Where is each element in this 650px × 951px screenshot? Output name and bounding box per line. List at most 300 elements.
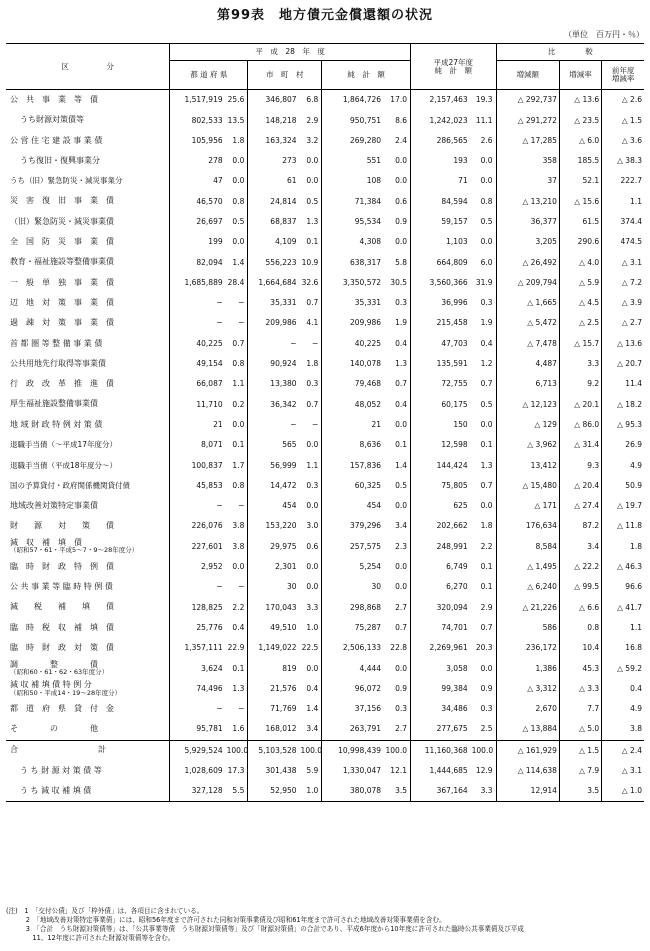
cell-muni-pct: 3.3 bbox=[306, 602, 319, 612]
table-row bbox=[6, 90, 644, 111]
cell-prev-rate: 96.6 bbox=[602, 577, 644, 597]
cell-pref-pct: 0.8 bbox=[232, 196, 245, 206]
cell-net: 4,308 bbox=[322, 232, 383, 252]
cell-muni-pct: 0.5 bbox=[306, 196, 319, 206]
cell-muni: 565 bbox=[248, 435, 299, 455]
cell-prev-pct: 19.3 bbox=[475, 95, 493, 105]
row-label-text: 公 営 住 宅 建 設 事 業 債 bbox=[10, 135, 103, 145]
cell-net-pct: 3.5 bbox=[383, 781, 410, 802]
cell-prev: 75,805 bbox=[411, 476, 470, 496]
cell-rate: △ 15.6 bbox=[559, 191, 601, 211]
cell-net: 8,636 bbox=[322, 435, 383, 455]
cell-net-pct: 0.0 bbox=[395, 663, 407, 673]
cell-prev-rate: 16.8 bbox=[602, 638, 644, 658]
cell-muni-pct: 1.1 bbox=[306, 460, 319, 470]
row-label bbox=[6, 313, 170, 333]
cell-diff: 8,584 bbox=[496, 537, 559, 557]
cell-diff: △ 1,665 bbox=[496, 293, 559, 313]
cell-muni: 819 bbox=[248, 658, 299, 678]
table-row bbox=[6, 435, 644, 455]
cell-prev-rate: △ 2.7 bbox=[602, 313, 644, 333]
cell-prev: 202,662 bbox=[411, 516, 470, 536]
cell-prev-pct: 2.5 bbox=[480, 724, 493, 734]
cell-diff: △ 291,272 bbox=[496, 110, 559, 130]
cell-prev-pct: 11.1 bbox=[475, 115, 493, 125]
cell-prev: 6,749 bbox=[411, 557, 470, 577]
cell-muni: 35,331 bbox=[248, 293, 299, 313]
row-label bbox=[6, 740, 170, 761]
cell-diff: △ 21,226 bbox=[496, 597, 559, 617]
cell-prev-pct: 0.0 bbox=[480, 156, 493, 166]
cell-diff: 37 bbox=[496, 171, 559, 191]
cell-pref-pct: 25.6 bbox=[227, 95, 245, 105]
table-row bbox=[6, 516, 644, 536]
header-h28: 平 成 28 年 度 bbox=[170, 44, 411, 61]
cell-prev-pct: 20.3 bbox=[475, 643, 493, 653]
cell-muni: 68,837 bbox=[248, 212, 299, 232]
cell-net-pct: 0.4 bbox=[395, 399, 407, 409]
row-label bbox=[6, 537, 170, 557]
cell-net-pct: 0.0 bbox=[395, 156, 407, 166]
cell-muni-pct: 1.3 bbox=[306, 216, 319, 226]
cell-pref-pct: 0.0 bbox=[232, 562, 245, 572]
cell-prev-rate: △ 13.6 bbox=[602, 334, 644, 354]
cell-pref-pct: − bbox=[238, 318, 245, 328]
cell-pref-pct: 17.3 bbox=[227, 766, 245, 775]
cell-diff: 36,377 bbox=[496, 212, 559, 232]
table-row bbox=[6, 719, 644, 740]
table-row bbox=[6, 313, 644, 333]
cell-diff: △ 114,638 bbox=[496, 761, 559, 781]
footnote-line: (注) 1 「交付公債」及び「枠外債」は、各項目に含まれている。 bbox=[6, 907, 204, 915]
cell-net: 2,506,133 bbox=[322, 638, 383, 658]
cell-muni: 148,218 bbox=[248, 110, 299, 130]
cell-net-pct: 5.8 bbox=[395, 257, 407, 267]
cell-pref-pct: 0.8 bbox=[232, 359, 245, 369]
cell-muni-pct: 0.0 bbox=[306, 663, 319, 673]
cell-muni-pct: 32.6 bbox=[301, 277, 319, 287]
table-row bbox=[6, 557, 644, 577]
cell-diff: △ 13,884 bbox=[496, 719, 559, 740]
table-row bbox=[6, 415, 644, 435]
cell-muni: 556,223 bbox=[248, 252, 299, 272]
cell-pref: 227,601 bbox=[170, 537, 225, 557]
header-prev-rate-line2: 増減率 bbox=[611, 74, 635, 83]
cell-muni: 49,510 bbox=[248, 618, 299, 638]
cell-pref: 95,781 bbox=[170, 719, 225, 740]
cell-pref-pct: 1.3 bbox=[232, 683, 245, 693]
cell-prev-pct: 0.3 bbox=[480, 704, 493, 714]
cell-muni-pct: 3.0 bbox=[306, 521, 319, 531]
cell-pref: 199 bbox=[170, 232, 225, 252]
cell-net: 263,791 bbox=[322, 719, 383, 740]
footnote-line: 2 「地域改善対策特定事業債」には、昭和56年度まで許可された同和対策事業債及び昭和61年度まで許可された地域改善対策事業債を含む。 bbox=[6, 915, 446, 924]
cell-muni-pct: 0.3 bbox=[306, 480, 319, 490]
footnote-line: 3 「合計 うち財源対策債等」は、「公共事業等債 うち財源対策債等」及び「財源対策債」の合計であり、平成6年度から10年度に許可された臨時公共事業債及び平成 bbox=[6, 924, 524, 933]
table-row bbox=[6, 761, 644, 781]
row-label-text: 公 共 事 業 等 債 bbox=[10, 94, 98, 104]
cell-rate: 52.1 bbox=[559, 171, 601, 191]
cell-prev-rate: △ 38.3 bbox=[602, 151, 644, 171]
cell-diff: △ 161,929 bbox=[496, 740, 559, 761]
row-label-text: そ の 他 bbox=[10, 724, 98, 734]
cell-muni: 153,220 bbox=[248, 516, 299, 536]
cell-net-pct: 0.0 bbox=[395, 176, 407, 186]
cell-muni-pct: 2.9 bbox=[306, 115, 319, 125]
row-label bbox=[6, 658, 170, 678]
cell-muni: 36,342 bbox=[248, 394, 299, 414]
cell-net-pct: 1.3 bbox=[395, 359, 407, 369]
row-label bbox=[6, 171, 170, 191]
cell-prev-pct: 0.9 bbox=[480, 683, 493, 693]
cell-diff: 6,713 bbox=[496, 374, 559, 394]
cell-prev: 150 bbox=[411, 415, 470, 435]
cell-muni-pct: 0.3 bbox=[306, 379, 319, 389]
cell-net: 269,280 bbox=[322, 131, 383, 151]
cell-prev-pct: 0.7 bbox=[480, 622, 493, 632]
cell-net-pct: 0.0 bbox=[395, 582, 407, 592]
cell-pref-pct: − bbox=[238, 298, 245, 308]
cell-prev: 367,164 bbox=[411, 781, 470, 802]
cell-rate: 87.2 bbox=[559, 516, 601, 536]
row-label-subtext: （昭和50・平成14・19〜28年度分） bbox=[10, 688, 122, 697]
header-compare: 比 較 bbox=[496, 44, 644, 61]
row-label bbox=[6, 761, 170, 781]
cell-pref-pct: − bbox=[238, 704, 245, 714]
cell-muni-pct: 3.4 bbox=[306, 724, 319, 734]
cell-prev-rate: 3.8 bbox=[602, 719, 644, 740]
cell-net: 298,868 bbox=[322, 597, 383, 617]
cell-rate: 45.3 bbox=[559, 658, 601, 678]
cell-prev: 2,157,463 bbox=[411, 90, 470, 111]
row-label-text: 都 道 府 県 貸 付 金 bbox=[10, 703, 114, 713]
cell-muni: 346,807 bbox=[248, 90, 299, 111]
cell-prev: 99,384 bbox=[411, 679, 470, 699]
cell-rate: △ 2.5 bbox=[559, 313, 601, 333]
cell-rate: △ 5.9 bbox=[559, 273, 601, 293]
cell-diff: 586 bbox=[496, 618, 559, 638]
cell-pref: 49,154 bbox=[170, 354, 225, 374]
cell-diff: 1,386 bbox=[496, 658, 559, 678]
row-label-text: 辺 地 対 策 事 業 債 bbox=[10, 297, 114, 307]
table-row bbox=[6, 577, 644, 597]
cell-net-pct: 100.0 bbox=[383, 740, 410, 761]
cell-prev-rate: △ 59.2 bbox=[602, 658, 644, 678]
row-label bbox=[6, 618, 170, 638]
cell-net-pct: 0.0 bbox=[395, 237, 407, 247]
cell-rate: △ 7.9 bbox=[559, 761, 601, 781]
cell-diff: 13,412 bbox=[496, 455, 559, 475]
cell-net-pct: 0.9 bbox=[395, 683, 407, 693]
cell-net: 96,072 bbox=[322, 679, 383, 699]
cell-pref-pct: 3.8 bbox=[232, 521, 245, 531]
cell-pref-pct: 0.0 bbox=[232, 237, 245, 247]
row-label-text: 調 整 債 bbox=[10, 659, 98, 669]
table-row bbox=[6, 638, 644, 658]
row-label-text: 国の予算貸付・政府関係機関貸付債 bbox=[10, 480, 130, 490]
cell-net: 95,534 bbox=[322, 212, 383, 232]
cell-prev-rate: △ 3.1 bbox=[602, 761, 644, 781]
cell-diff: 4,487 bbox=[496, 354, 559, 374]
row-label bbox=[6, 212, 170, 232]
cell-net-pct: 2.3 bbox=[395, 541, 407, 551]
cell-muni: 209,986 bbox=[248, 313, 299, 333]
cell-prev-rate: △ 95.3 bbox=[602, 415, 644, 435]
cell-muni-pct: 0.7 bbox=[306, 298, 319, 308]
cell-prev-rate: △ 19.7 bbox=[602, 496, 644, 516]
cell-muni-pct: 5.9 bbox=[306, 766, 319, 775]
row-label-text: 減 収 補 填 債 特 例 分 bbox=[10, 680, 92, 690]
cell-prev: 47,703 bbox=[411, 334, 470, 354]
cell-prev-pct: 6.0 bbox=[480, 257, 493, 267]
row-label-text: 減 税 補 填 債 bbox=[10, 602, 114, 612]
cell-prev-rate: △ 3.9 bbox=[602, 293, 644, 313]
cell-net-pct: 2.7 bbox=[395, 724, 407, 734]
cell-diff: 3,205 bbox=[496, 232, 559, 252]
cell-muni-pct: 0.6 bbox=[306, 541, 319, 551]
row-label-text: 合 計 bbox=[10, 745, 106, 755]
cell-prev-pct: 0.0 bbox=[480, 176, 493, 186]
cell-net-pct: 0.5 bbox=[395, 480, 407, 490]
header-category: 区 分 bbox=[6, 44, 170, 90]
table-row bbox=[6, 293, 644, 313]
cell-net: 140,078 bbox=[322, 354, 383, 374]
cell-pref-pct: 0.0 bbox=[232, 176, 245, 186]
cell-prev-pct: 0.1 bbox=[480, 440, 493, 450]
cell-rate: △ 20.1 bbox=[559, 394, 601, 414]
cell-net: 638,317 bbox=[322, 252, 383, 272]
cell-pref: − bbox=[170, 699, 225, 719]
cell-net-pct: 0.7 bbox=[395, 379, 407, 389]
cell-rate: 3.4 bbox=[559, 537, 601, 557]
cell-prev-pct: 0.5 bbox=[480, 216, 493, 226]
cell-pref: − bbox=[170, 313, 225, 333]
cell-net: 108 bbox=[322, 171, 383, 191]
cell-net: 454 bbox=[322, 496, 383, 516]
cell-net-pct: 0.1 bbox=[395, 440, 407, 450]
unit-label: （単位 百万円・％） bbox=[564, 30, 644, 39]
cell-net-pct: 1.9 bbox=[395, 318, 407, 328]
cell-rate: 9.2 bbox=[559, 374, 601, 394]
row-label-text: 地 域 財 政 特 例 対 策 債 bbox=[10, 419, 103, 429]
cell-muni-pct: 4.1 bbox=[306, 318, 319, 328]
table-row bbox=[6, 781, 644, 802]
cell-muni-pct: − bbox=[311, 419, 319, 429]
cell-pref-pct: 100.0 bbox=[225, 740, 248, 761]
cell-net-pct: 3.4 bbox=[395, 521, 407, 531]
cell-net-pct: 0.0 bbox=[395, 419, 407, 429]
row-label-text: うち復旧・復興事業分 bbox=[20, 155, 100, 165]
header-diff: 増減額 bbox=[496, 61, 559, 90]
header-net: 純 計 額 bbox=[322, 61, 411, 90]
table-row bbox=[6, 232, 644, 252]
row-label-text: 地域改善対策特定事業債 bbox=[10, 500, 98, 510]
row-label-text: う ち 財 源 対 策 債 等 bbox=[20, 765, 102, 775]
cell-prev-pct: 100.0 bbox=[470, 740, 496, 761]
cell-pref: 100,837 bbox=[170, 455, 225, 475]
cell-prev-pct: 0.0 bbox=[480, 237, 493, 247]
cell-muni: 21,576 bbox=[248, 679, 299, 699]
cell-rate: 0.8 bbox=[559, 618, 601, 638]
cell-diff: 2,670 bbox=[496, 699, 559, 719]
row-label bbox=[6, 151, 170, 171]
cell-prev-rate: 0.4 bbox=[602, 679, 644, 699]
cell-pref-pct: 0.1 bbox=[232, 663, 245, 673]
table-body bbox=[6, 90, 644, 802]
cell-muni-pct: 1.0 bbox=[306, 622, 319, 632]
cell-pref-pct: 5.5 bbox=[225, 781, 248, 802]
cell-prev: 277,675 bbox=[411, 719, 470, 740]
header-rate: 増減率 bbox=[559, 61, 601, 90]
cell-prev: 11,160,368 bbox=[411, 740, 470, 761]
row-label bbox=[6, 679, 170, 699]
cell-pref-pct: 2.2 bbox=[232, 602, 245, 612]
cell-rate: 61.5 bbox=[559, 212, 601, 232]
cell-diff: △ 129 bbox=[496, 415, 559, 435]
row-label-text: 災 害 復 旧 事 業 債 bbox=[10, 196, 114, 206]
cell-prev-pct: 3.3 bbox=[470, 781, 496, 802]
row-label-text: 財 源 対 策 債 bbox=[10, 521, 114, 531]
cell-prev-pct: 0.0 bbox=[480, 501, 493, 511]
row-label-subtext: （昭和57・61・平成5〜7・9〜28年度分） bbox=[10, 546, 139, 555]
table-row bbox=[6, 679, 644, 699]
cell-pref: 802,533 bbox=[170, 110, 225, 130]
cell-net: 379,296 bbox=[322, 516, 383, 536]
cell-pref: 1,028,609 bbox=[170, 761, 225, 781]
cell-prev-pct: 1.9 bbox=[480, 318, 493, 328]
row-label-text: 臨 時 財 政 特 例 債 bbox=[10, 561, 114, 571]
row-label-text: うち（旧）緊急防災・減災事業分 bbox=[10, 176, 123, 186]
cell-pref: 327,128 bbox=[170, 781, 225, 802]
row-label-text: うち財源対策債等 bbox=[20, 115, 84, 125]
cell-net: 75,287 bbox=[322, 618, 383, 638]
cell-muni-pct: 10.9 bbox=[301, 257, 319, 267]
table-row bbox=[6, 496, 644, 516]
row-label-subtext: （昭和60・61・62・63年度分） bbox=[10, 668, 109, 677]
cell-muni: 273 bbox=[248, 151, 299, 171]
cell-pref: 11,710 bbox=[170, 394, 225, 414]
cell-pref: 3,624 bbox=[170, 658, 225, 678]
cell-prev-rate: 1.1 bbox=[602, 191, 644, 211]
cell-muni: 13,380 bbox=[248, 374, 299, 394]
cell-prev-rate: 222.7 bbox=[602, 171, 644, 191]
footnotes bbox=[6, 907, 646, 943]
row-label-text: 減 収 補 填 債 bbox=[10, 538, 82, 548]
cell-net: 37,156 bbox=[322, 699, 383, 719]
row-label-text: 退職手当債（平成18年度分〜） bbox=[10, 460, 118, 470]
cell-muni: 4,109 bbox=[248, 232, 299, 252]
cell-muni: 163,324 bbox=[248, 131, 299, 151]
cell-net-pct: 0.3 bbox=[395, 298, 407, 308]
cell-muni: 301,438 bbox=[248, 761, 299, 781]
cell-diff: △ 6,240 bbox=[496, 577, 559, 597]
cell-net-pct: 0.6 bbox=[395, 196, 407, 206]
row-label bbox=[6, 252, 170, 272]
cell-prev-rate: △ 2.4 bbox=[602, 740, 644, 761]
cell-net: 551 bbox=[322, 151, 383, 171]
cell-prev-rate: △ 11.8 bbox=[602, 516, 644, 536]
cell-diff: △ 209,794 bbox=[496, 273, 559, 293]
cell-muni: − bbox=[248, 415, 299, 435]
row-label-text: 首 都 圏 等 整 備 事 業 債 bbox=[10, 338, 103, 348]
cell-net: 79,468 bbox=[322, 374, 383, 394]
cell-prev-rate: 11.4 bbox=[602, 374, 644, 394]
cell-net-pct: 2.7 bbox=[395, 602, 407, 612]
cell-pref: 128,825 bbox=[170, 597, 225, 617]
cell-net: 257,575 bbox=[322, 537, 383, 557]
cell-muni: 71,769 bbox=[248, 699, 299, 719]
row-label bbox=[6, 496, 170, 516]
cell-muni-pct: 22.5 bbox=[301, 643, 319, 653]
cell-diff: △ 13,210 bbox=[496, 191, 559, 211]
table-row bbox=[6, 699, 644, 719]
table-row bbox=[6, 131, 644, 151]
cell-diff: 236,172 bbox=[496, 638, 559, 658]
cell-muni-pct: 6.8 bbox=[306, 95, 319, 105]
cell-rate: △ 6.6 bbox=[559, 597, 601, 617]
cell-prev-rate: △ 41.7 bbox=[602, 597, 644, 617]
cell-diff: △ 1,495 bbox=[496, 557, 559, 577]
cell-muni-pct: 0.7 bbox=[306, 399, 319, 409]
row-label-text: 公 共 事 業 等 臨 時 特 例 債 bbox=[10, 582, 113, 592]
row-label-text: 全 国 防 災 事 業 債 bbox=[10, 237, 114, 247]
row-label bbox=[6, 334, 170, 354]
cell-prev-rate: △ 3.6 bbox=[602, 131, 644, 151]
row-label bbox=[6, 781, 170, 802]
cell-pref-pct: 13.5 bbox=[227, 115, 245, 125]
cell-muni: 56,999 bbox=[248, 455, 299, 475]
row-label bbox=[6, 557, 170, 577]
table-row bbox=[6, 151, 644, 171]
header-h27-line2: 純 計 額 bbox=[434, 65, 473, 75]
cell-prev-rate: △ 46.3 bbox=[602, 557, 644, 577]
table-row bbox=[6, 476, 644, 496]
cell-prev-rate: 4.9 bbox=[602, 699, 644, 719]
cell-net-pct: 0.4 bbox=[395, 338, 407, 348]
cell-prev-rate: 26.9 bbox=[602, 435, 644, 455]
cell-prev: 248,991 bbox=[411, 537, 470, 557]
cell-net-pct: 0.0 bbox=[395, 501, 407, 511]
cell-muni-pct: 0.0 bbox=[306, 176, 319, 186]
row-label-text: 厚生福祉施設整備事業債 bbox=[10, 399, 98, 409]
cell-net-pct: 1.4 bbox=[395, 460, 407, 470]
table-row bbox=[6, 334, 644, 354]
table-row bbox=[6, 374, 644, 394]
cell-muni: 454 bbox=[248, 496, 299, 516]
cell-muni: 61 bbox=[248, 171, 299, 191]
table-row bbox=[6, 455, 644, 475]
row-label-text: 一 般 単 独 事 業 債 bbox=[10, 277, 114, 287]
row-label bbox=[6, 516, 170, 536]
row-label bbox=[6, 293, 170, 313]
cell-net: 10,998,439 bbox=[322, 740, 383, 761]
cell-muni-pct: 0.4 bbox=[306, 683, 319, 693]
cell-muni: 168,012 bbox=[248, 719, 299, 740]
cell-muni-pct: 0.0 bbox=[306, 156, 319, 166]
cell-net: 60,325 bbox=[322, 476, 383, 496]
cell-pref: 5,929,524 bbox=[170, 740, 225, 761]
cell-muni: 90,924 bbox=[248, 354, 299, 374]
cell-prev-rate: △ 7.2 bbox=[602, 273, 644, 293]
page-title: 第99表 地方債元金償還額の状況 bbox=[216, 8, 434, 23]
cell-muni: 30 bbox=[248, 577, 299, 597]
cell-prev-pct: 0.1 bbox=[480, 562, 493, 572]
cell-prev-pct: 12.9 bbox=[475, 766, 493, 775]
cell-prev: 625 bbox=[411, 496, 470, 516]
table-row bbox=[6, 354, 644, 374]
cell-prev-rate: 474.5 bbox=[602, 232, 644, 252]
cell-net: 71,384 bbox=[322, 191, 383, 211]
